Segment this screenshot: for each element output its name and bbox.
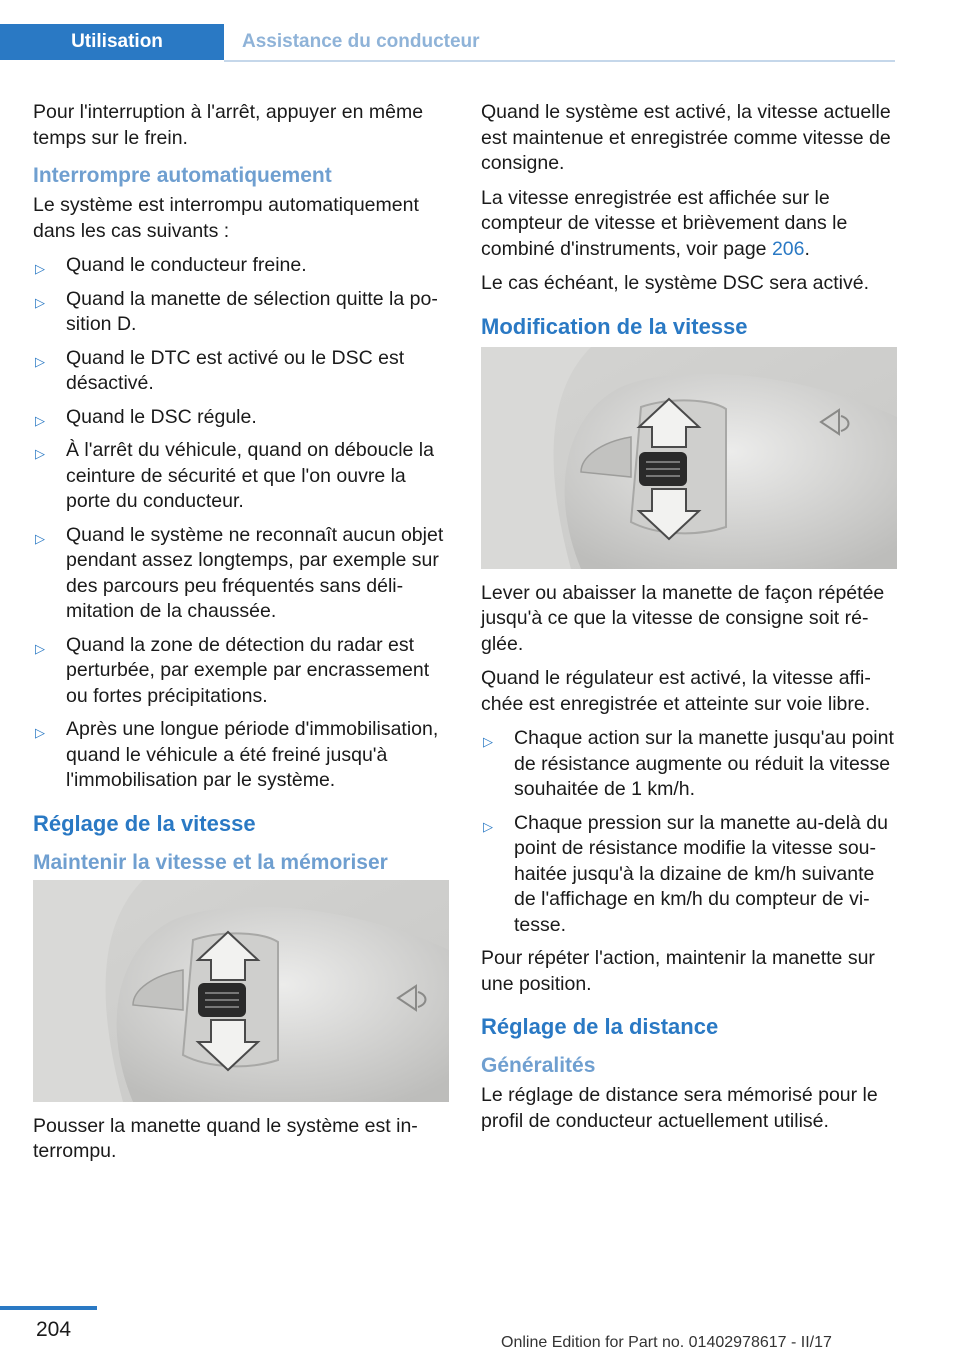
page-206-link[interactable]: 206 xyxy=(771,237,805,260)
push-lever-paragraph: Pousser la manette quand le système est interrompu. xyxy=(33,1114,418,1162)
list-item: ▷ Chaque action sur la manette jusqu'au point de résistance augmente ou réduit la vitesse souhaitée de 1 km/h. xyxy=(483,727,894,800)
triangle-bullet-icon: ▷ xyxy=(483,734,493,749)
intro-paragraph: Pour l'interruption à l'arrêt, appuyer en même temps sur le frein. xyxy=(33,101,424,149)
triangle-bullet-icon: ▷ xyxy=(35,446,45,461)
heading-reglage-distance: Réglage de la distance xyxy=(481,1014,719,1039)
triangle-bullet-icon: ▷ xyxy=(35,353,45,369)
list-item: ▷ Après une longue période d'immobilisation, quand le véhicule a été freiné jusqu'à l'immobilisation par le système. xyxy=(35,718,439,791)
regulator-paragraph: Quand le régulateur est activé, la vitesse affichée est enregistrée et atteinte sur voie libre. xyxy=(481,667,871,715)
triangle-bullet-icon: ▷ xyxy=(35,294,45,310)
page-number: 204 xyxy=(36,1318,72,1341)
triangle-bullet-icon: ▷ xyxy=(35,640,45,656)
right-column xyxy=(481,100,897,1143)
heading-reglage-vitesse: Réglage de la vitesse xyxy=(33,810,256,836)
steering-wheel-lever-push-image xyxy=(33,880,449,1102)
dsc-paragraph: Le cas échéant, le système DSC sera activé. xyxy=(481,272,870,294)
activated-paragraph: Quand le système est activé, la vitesse actuelle est maintenue et enregistrée comme vitesse de consigne. xyxy=(481,101,891,174)
tab-assistance-du-conducteur[interactable]: Assistance du conducteur xyxy=(242,31,480,52)
raise-lower-paragraph: Lever ou abaisser la manette de façon répétée jusqu'à ce que la vitesse de consigne soit réglée. xyxy=(481,581,885,655)
list-item: ▷ Quand le conducteur freine. xyxy=(33,253,449,279)
list-item: ▷ Chaque pression sur la manette au-delà du point de résistance modifie la vitesse souhaitée jusqu'à la dizaine de km/h suivante de l'affichage en km/h du compteur de vitesse. xyxy=(483,811,888,936)
list-item: ▷ À l'arrêt du véhicule, quand on déboucle la ceinture de sécurité et que l'on ouvre la porte du conducteur. xyxy=(35,439,434,512)
repeat-paragraph: Pour répéter l'action, maintenir la manette sur une position. xyxy=(481,947,875,995)
distance-memory-paragraph: Le réglage de distance sera mémorisé pour le profil de conducteur actuellement utilisé. xyxy=(481,1084,878,1132)
interruption-cases-list xyxy=(33,253,449,794)
triangle-bullet-icon: ▷ xyxy=(35,261,45,276)
list-item: ▷ Quand le DTC est activé ou le DSC est désactivé. xyxy=(35,346,405,394)
list-item: ▷ Quand la zone de détection du radar est perturbée, par exemple par encrassement ou fortes précipitations. xyxy=(35,633,430,707)
list-item: ▷ Quand la manette de sélection quitte la position D. xyxy=(35,287,438,335)
page-header xyxy=(0,0,960,62)
heading-maintenir-vitesse: Maintenir la vitesse et la mémoriser xyxy=(33,850,388,874)
triangle-bullet-icon: ▷ xyxy=(35,412,45,428)
triangle-bullet-icon: ▷ xyxy=(35,725,45,740)
steering-wheel-lever-updown-image xyxy=(481,347,897,569)
header-divider xyxy=(224,60,895,62)
heading-modification-vitesse: Modification de la vitesse xyxy=(481,313,748,339)
heading-generalites: Généralités xyxy=(481,1054,596,1077)
list-item: ▷ Quand le système ne reconnaît aucun objet pendant assez longtemps, par exemple sur des parcours peu fréquentés sans délimitation de la chaussée. xyxy=(35,523,444,622)
left-column xyxy=(33,100,449,1174)
footer-accent-bar xyxy=(0,1306,97,1310)
auto-intro-paragraph: Le système est interrompu automatiquement dans les cas suivants : xyxy=(33,194,419,242)
tab-utilisation[interactable]: Utilisation xyxy=(0,24,224,60)
triangle-bullet-icon: ▷ xyxy=(35,530,45,546)
footer-edition: Online Edition for Part no. 01402978617 - II/17 xyxy=(501,1334,832,1351)
speed-display-paragraph: La vitesse enregistrée est affichée sur le compteur de vitesse et brièvement dans le combiné d'instruments, voir page 206. xyxy=(481,186,848,260)
lever-action-list xyxy=(481,726,897,938)
triangle-bullet-icon: ▷ xyxy=(483,818,493,834)
heading-interrompre-automatiquement: Interrompre automatiquement xyxy=(33,164,332,187)
list-item: ▷ Quand le DSC régule. xyxy=(33,405,449,431)
